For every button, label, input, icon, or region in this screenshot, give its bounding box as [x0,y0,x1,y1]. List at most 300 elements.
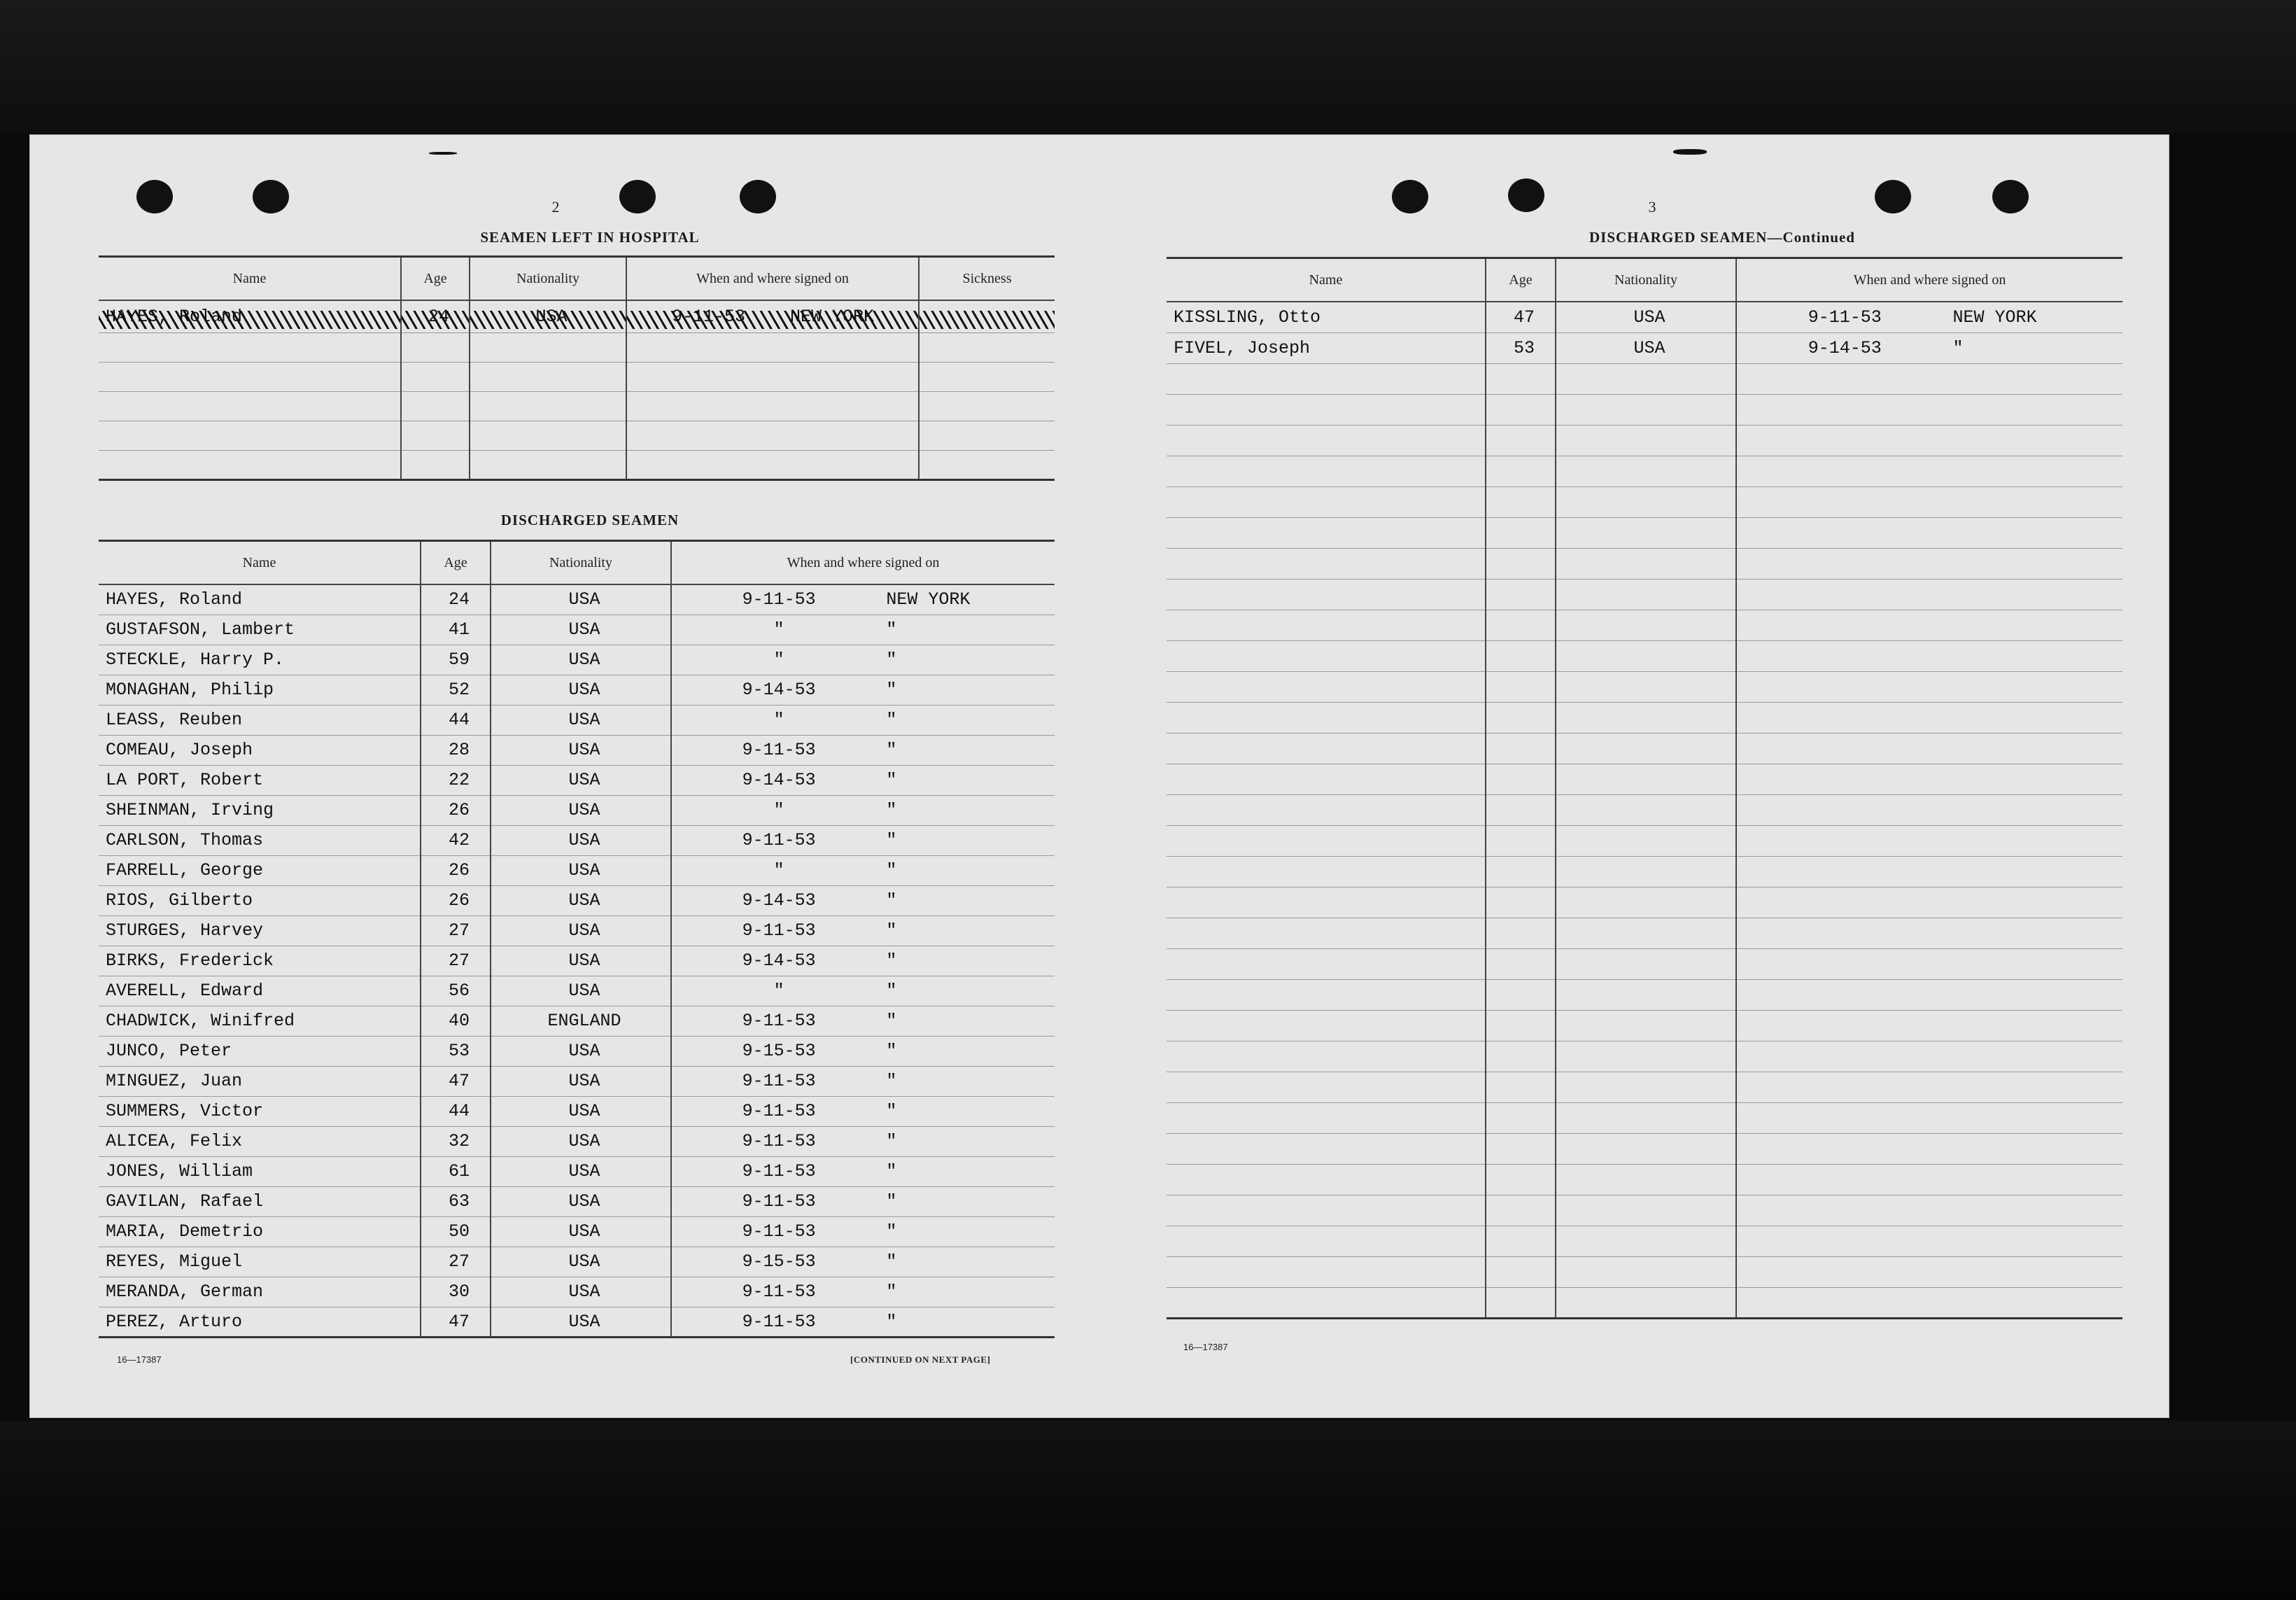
signed-on-date: 9-11-53 [742,1011,816,1031]
right-page [1099,135,2169,1417]
discharged-row [99,795,1055,825]
seaman-name: HAYES, Roland [99,300,401,332]
blank-row [1167,579,2122,610]
blank-cell [1486,394,1556,425]
blank-cell [1556,363,1736,394]
signed-on-date: " [773,860,784,880]
seaman-name: JUNCO, Peter [99,1036,421,1066]
signed-on-wrapper [672,710,1055,730]
blank-cell [1486,702,1556,733]
seaman-age [401,450,470,479]
signed-on-cell [671,1066,1055,1096]
blank-row [1167,1287,2122,1318]
blank-cell [1736,794,2122,825]
signed-on-cell [1736,332,2122,363]
hospital-row [99,421,1055,450]
seaman-age: 44 [421,1096,491,1126]
blank-cell [1736,1287,2122,1318]
signed-on-cell [671,1006,1055,1036]
blank-cell [1167,1010,1486,1041]
blank-cell [1486,1102,1556,1133]
signed-on-date: 9-11-53 [742,589,816,610]
blank-cell [1556,918,1736,948]
page-number: 3 [1648,198,1656,216]
scanner-background-top [0,0,2296,133]
column-header: Sickness [919,257,1055,301]
blank-cell [1556,1226,1736,1256]
seaman-age: 40 [421,1006,491,1036]
punch-hole [1508,178,1544,212]
signed-on-date: 9-11-53 [742,1071,816,1091]
hospital-table [99,255,1055,481]
signed-on-wrapper [672,981,1055,1001]
blank-cell [1486,1133,1556,1164]
signed-on-place: " [886,1041,897,1061]
signed-on-wrapper [672,770,1055,790]
blank-row [1167,733,2122,764]
seaman-name: PEREZ, Arturo [99,1307,421,1337]
blank-cell [1556,1102,1736,1133]
blank-cell [1736,1226,2122,1256]
signed-on-place: " [886,981,897,1001]
signed-on-date: " [773,981,784,1001]
seaman-age: 47 [421,1066,491,1096]
signed-on-cell [671,1126,1055,1156]
punch-hole [1392,180,1428,213]
column-header: Name [1167,258,1486,302]
signed-on-wrapper [672,860,1055,880]
blank-cell [1486,887,1556,918]
signed-on-wrapper [672,1071,1055,1091]
seaman-name: HAYES, Roland [99,584,421,615]
blank-row [1167,1164,2122,1195]
blank-cell [1167,1195,1486,1226]
signed-on-wrapper [1737,338,2122,358]
blank-row [1167,825,2122,856]
signed-on-cell [671,584,1055,615]
signed-on-date: 9-15-53 [742,1251,816,1272]
seaman-name: MARIA, Demetrio [99,1216,421,1247]
blank-cell [1167,1072,1486,1102]
blank-cell [1736,1102,2122,1133]
signed-on-wrapper [672,740,1055,760]
signed-on-cell [671,1036,1055,1066]
ink-mark [429,152,457,155]
seaman-age: 41 [421,615,491,645]
blank-cell [1556,764,1736,794]
signed-on-wrapper [672,1312,1055,1332]
discharged-row [99,1307,1055,1337]
signed-on-place: " [886,950,897,971]
blank-cell [1556,456,1736,486]
signed-on-date: 9-11-53 [671,306,745,327]
blank-cell [1556,1041,1736,1072]
column-header: Age [401,257,470,301]
seaman-name: AVERELL, Edward [99,976,421,1006]
discharged-row [99,915,1055,946]
seaman-age: 32 [421,1126,491,1156]
blank-cell [1556,856,1736,887]
blank-cell [1736,979,2122,1010]
discharged-row [99,1216,1055,1247]
discharged-row [99,1036,1055,1066]
signed-on-place: " [886,740,897,760]
signed-on-date: 9-11-53 [742,1221,816,1242]
signed-on-place: " [886,1221,897,1242]
seaman-nationality: USA [491,1156,671,1186]
blank-cell [1736,640,2122,671]
seaman-nationality [470,450,626,479]
seaman-nationality: USA [491,1126,671,1156]
signed-on-date: 9-15-53 [742,1041,816,1061]
punch-hole [1875,180,1911,213]
blank-cell [1486,1195,1556,1226]
blank-cell [1556,610,1736,640]
seaman-nationality: USA [491,946,671,976]
seaman-age: 26 [421,885,491,915]
continued-section-title: DISCHARGED SEAMEN—Continued [1589,229,1855,246]
seaman-age: 27 [421,1247,491,1277]
column-header: When and where signed on [671,541,1055,585]
seaman-nationality: USA [491,675,671,705]
blank-cell [1167,548,1486,579]
blank-cell [1486,918,1556,948]
blank-row [1167,979,2122,1010]
signed-on-cell [671,765,1055,795]
discharged-row [99,1096,1055,1126]
blank-row [1167,702,2122,733]
blank-cell [1486,363,1556,394]
seaman-name [99,362,401,391]
signed-on-cell [671,1247,1055,1277]
signed-on-place: " [1952,337,1964,358]
blank-cell [1486,1256,1556,1287]
seaman-age: 63 [421,1186,491,1216]
form-number: 16—17387 [1183,1342,1228,1352]
blank-cell [1556,640,1736,671]
blank-row [1167,671,2122,702]
seaman-nationality: USA [491,765,671,795]
discharged-row [99,885,1055,915]
blank-cell [1486,610,1556,640]
blank-cell [1167,1133,1486,1164]
seaman-nationality: USA [491,1216,671,1247]
seaman-nationality: USA [491,615,671,645]
seaman-nationality: USA [1556,332,1736,363]
signed-on-place: " [886,890,897,911]
blank-cell [1167,1102,1486,1133]
discharged-row [99,675,1055,705]
blank-cell [1556,1072,1736,1102]
blank-row [1167,394,2122,425]
blank-row [1167,1010,2122,1041]
document-sheet [29,134,2169,1418]
blank-row [1167,363,2122,394]
signed-on-cell [671,825,1055,855]
column-header: Name [99,541,421,585]
blank-cell [1736,671,2122,702]
blank-cell [1736,425,2122,456]
blank-cell [1556,948,1736,979]
blank-row [1167,425,2122,456]
blank-cell [1167,456,1486,486]
seaman-name: LEASS, Reuben [99,705,421,735]
signed-on-cell [671,705,1055,735]
blank-cell [1736,517,2122,548]
seaman-nationality: USA [491,645,671,675]
seaman-sickness [919,332,1055,362]
signed-on-wrapper [672,1131,1055,1151]
seaman-name: GAVILAN, Rafael [99,1186,421,1216]
seaman-sickness [919,450,1055,479]
signed-on-date: 9-11-53 [742,1131,816,1151]
signed-on-wrapper [1737,307,2122,328]
discharged-row [99,1186,1055,1216]
seaman-nationality: USA [491,1036,671,1066]
blank-cell [1486,1072,1556,1102]
punch-hole [253,180,289,213]
column-header: Nationality [1556,258,1736,302]
signed-on-wrapper [672,830,1055,850]
discharged-row [99,645,1055,675]
discharged-continued-table [1167,257,2122,1319]
discharged-row [99,855,1055,885]
seaman-name: MERANDA, German [99,1277,421,1307]
blank-cell [1486,794,1556,825]
signed-on-place: NEW YORK [789,306,874,327]
signed-on-wrapper [672,1161,1055,1181]
column-header: Name [99,257,401,301]
discharged-row [99,1247,1055,1277]
blank-cell [1486,579,1556,610]
seaman-name: FIVEL, Joseph [1167,332,1486,363]
blank-cell [1556,1164,1736,1195]
seaman-nationality: USA [491,735,671,765]
seaman-nationality: USA [1556,302,1736,332]
signed-on-date: 9-11-53 [742,1311,816,1332]
signed-on-wrapper [672,619,1055,640]
column-header: Nationality [470,257,626,301]
blank-cell [1556,979,1736,1010]
blank-cell [1167,579,1486,610]
seaman-age: 27 [421,915,491,946]
blank-cell [1736,579,2122,610]
signed-on-cell [671,615,1055,645]
seaman-sickness [919,362,1055,391]
signed-on-wrapper [672,589,1055,610]
signed-on-wrapper [672,1101,1055,1121]
signed-on-place: " [886,830,897,850]
signed-on-place: " [886,710,897,730]
punch-hole [1992,180,2029,213]
hospital-header-row [99,257,1055,301]
signed-on-place: " [886,1251,897,1272]
blank-cell [1486,1287,1556,1318]
blank-row [1167,948,2122,979]
seaman-nationality: USA [491,1186,671,1216]
blank-row [1167,610,2122,640]
seaman-name: BIRKS, Frederick [99,946,421,976]
blank-cell [1486,1041,1556,1072]
signed-on-date: 9-14-53 [742,680,816,700]
signed-on-cell [671,1096,1055,1126]
blank-cell [1556,1256,1736,1287]
blank-row [1167,456,2122,486]
seaman-age: 26 [421,855,491,885]
signed-on-date: 9-11-53 [1808,307,1882,328]
seaman-name: KISSLING, Otto [1167,302,1486,332]
seaman-nationality: USA [491,1096,671,1126]
blank-row [1167,1072,2122,1102]
blank-cell [1736,1072,2122,1102]
signed-on-place: " [886,1311,897,1332]
blank-cell [1486,948,1556,979]
seaman-name: GUSTAFSON, Lambert [99,615,421,645]
discharged-row [99,1006,1055,1036]
seaman-nationality: USA [491,855,671,885]
blank-cell [1486,733,1556,764]
punch-hole [619,180,656,213]
seaman-name: STURGES, Harvey [99,915,421,946]
discharged-row [1167,302,2122,332]
seaman-nationality: USA [491,1307,671,1337]
signed-on-date: 9-11-53 [742,1161,816,1181]
signed-on-cell [671,735,1055,765]
seaman-name [99,332,401,362]
blank-row [1167,794,2122,825]
seaman-age: 61 [421,1156,491,1186]
signed-on-cell [671,645,1055,675]
blank-cell [1167,394,1486,425]
discharged-table [99,540,1055,1338]
seaman-name: SUMMERS, Victor [99,1096,421,1126]
blank-cell [1486,979,1556,1010]
signed-on-place: " [886,1011,897,1031]
seaman-age [401,332,470,362]
column-header: When and where signed on [1736,258,2122,302]
blank-cell [1167,733,1486,764]
seaman-age: 28 [421,735,491,765]
seaman-name: MINGUEZ, Juan [99,1066,421,1096]
signed-on-place: " [886,1131,897,1151]
signed-on-date: 9-11-53 [742,1282,816,1302]
seaman-sickness [919,391,1055,421]
signed-on-place: " [886,770,897,790]
signed-on-place: " [886,860,897,880]
form-number: 16—17387 [117,1354,162,1365]
blank-cell [1167,887,1486,918]
signed-on-date: 9-11-53 [742,830,816,850]
discharged-row [99,1066,1055,1096]
seaman-name: FARRELL, George [99,855,421,885]
blank-cell [1556,671,1736,702]
hospital-row [99,300,1055,332]
blank-cell [1167,794,1486,825]
seaman-nationality: USA [491,1277,671,1307]
signed-on-wrapper [672,1011,1055,1031]
signed-on-wrapper [672,1282,1055,1302]
seaman-nationality: USA [491,705,671,735]
seaman-name [99,450,401,479]
discharged-row [99,705,1055,735]
blank-cell [1486,825,1556,856]
blank-cell [1556,794,1736,825]
signed-on-wrapper [672,950,1055,971]
signed-on-cell [671,675,1055,705]
blank-cell [1167,948,1486,979]
blank-cell [1167,363,1486,394]
blank-cell [1556,486,1736,517]
discharged-row [1167,332,2122,363]
seaman-nationality [470,362,626,391]
seaman-name: RIOS, Gilberto [99,885,421,915]
signed-on-cell [626,332,919,362]
signed-on-cell [671,855,1055,885]
seaman-age [401,391,470,421]
signed-on-cell [1736,302,2122,332]
blank-row [1167,486,2122,517]
seaman-age [401,421,470,450]
signed-on-date: 9-14-53 [742,950,816,971]
blank-cell [1167,610,1486,640]
seaman-sickness [919,300,1055,332]
punch-hole [740,180,776,213]
signed-on-date: " [773,800,784,820]
blank-row [1167,1226,2122,1256]
seaman-age: 30 [421,1277,491,1307]
blank-row [1167,1041,2122,1072]
signed-on-cell [671,1216,1055,1247]
seaman-nationality [470,421,626,450]
blank-cell [1486,1164,1556,1195]
seaman-name: ALICEA, Felix [99,1126,421,1156]
signed-on-place: " [886,1161,897,1181]
signed-on-place: " [886,680,897,700]
blank-cell [1556,1195,1736,1226]
seaman-age: 26 [421,795,491,825]
column-header: Age [421,541,491,585]
blank-cell [1736,825,2122,856]
seaman-name: MONAGHAN, Philip [99,675,421,705]
blank-cell [1736,1195,2122,1226]
signed-on-cell [671,915,1055,946]
seaman-sickness [919,421,1055,450]
blank-cell [1556,1133,1736,1164]
seaman-name [99,391,401,421]
blank-cell [1556,1287,1736,1318]
signed-on-wrapper [672,650,1055,670]
seaman-age: 42 [421,825,491,855]
blank-cell [1486,517,1556,548]
signed-on-wrapper [672,1251,1055,1272]
signed-on-wrapper [672,800,1055,820]
seaman-nationality [470,391,626,421]
blank-row [1167,856,2122,887]
punch-hole [136,180,173,213]
blank-row [1167,1102,2122,1133]
blank-cell [1736,764,2122,794]
blank-cell [1736,610,2122,640]
hospital-section-title: SEAMEN LEFT IN HOSPITAL [480,229,700,246]
signed-on-wrapper [627,307,918,327]
hospital-row [99,362,1055,391]
blank-cell [1556,825,1736,856]
continued-header-row [1167,258,2122,302]
blank-row [1167,640,2122,671]
blank-cell [1556,702,1736,733]
blank-row [1167,1133,2122,1164]
signed-on-cell [671,946,1055,976]
